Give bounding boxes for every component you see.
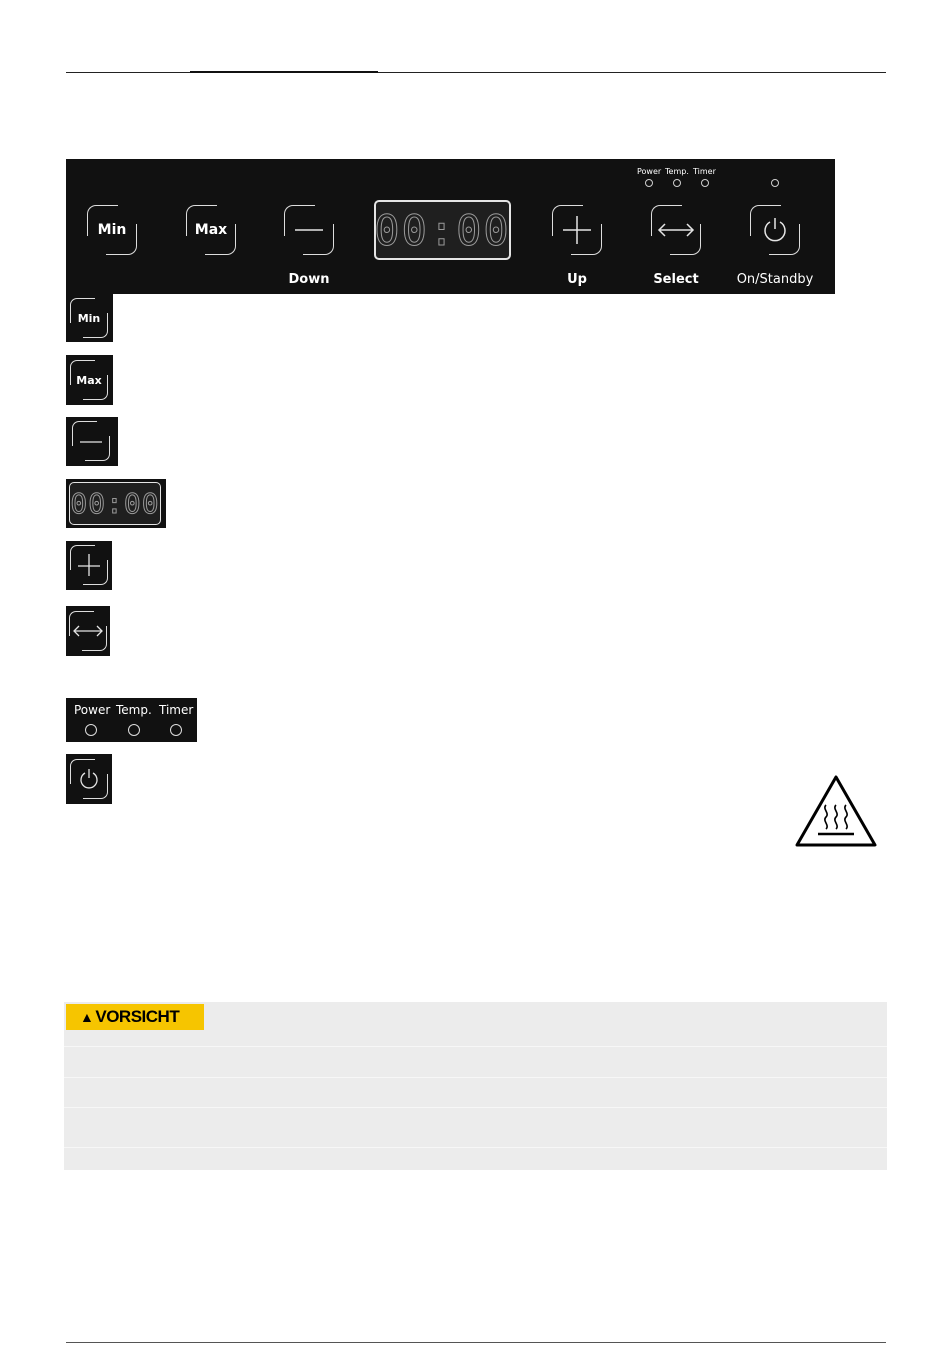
time-display-value: 00:00 — [374, 205, 511, 255]
up-label: Up — [567, 272, 587, 287]
legend-up — [66, 541, 112, 590]
minus-icon — [294, 215, 324, 245]
up-button[interactable] — [552, 205, 602, 255]
legend-max-label: Max — [76, 373, 102, 387]
caution-block — [64, 1002, 887, 1170]
legend-indicators — [66, 698, 197, 742]
select-button[interactable] — [651, 205, 701, 255]
footer-rule — [66, 1342, 886, 1343]
legend-standby-button — [70, 759, 108, 799]
indicator-temp-led — [673, 179, 681, 187]
standby-label: On/Standby — [736, 272, 814, 287]
control-panel — [66, 159, 835, 294]
header-rule-accent — [190, 71, 378, 73]
plus-icon — [562, 215, 592, 245]
indicator-temp-label: Temp. — [665, 167, 689, 176]
legend-indicator-temp-led — [128, 724, 140, 736]
indicator-timer-label: Timer — [693, 167, 716, 176]
standby-button[interactable] — [750, 205, 800, 255]
legend-min-label: Min — [77, 311, 101, 325]
legend-select-button — [69, 611, 107, 651]
legend-display — [66, 479, 166, 528]
legend-min — [66, 294, 113, 342]
hot-surface-warning-icon — [794, 774, 878, 848]
down-button[interactable] — [284, 205, 334, 255]
header-rule — [66, 72, 886, 73]
legend-up-button — [70, 545, 108, 585]
caution-divider — [64, 1077, 887, 1078]
min-button-label: Min — [97, 222, 127, 238]
legend-max-button — [70, 360, 108, 400]
plus-icon — [77, 553, 101, 577]
double-arrow-icon — [656, 220, 696, 240]
legend-time-display-value: 00:00 — [70, 487, 160, 520]
legend-down-button — [72, 421, 110, 461]
caution-label: VORSICHT — [95, 1007, 180, 1026]
legend-time-display — [69, 482, 161, 525]
legend-indicator-timer-led — [170, 724, 182, 736]
indicator-power-led — [645, 179, 653, 187]
indicator-power-label: Power — [637, 167, 662, 176]
caution-divider — [64, 1147, 887, 1148]
legend-indicator-timer-label: Timer — [159, 703, 194, 717]
caution-divider — [64, 1046, 887, 1047]
legend-indicator-power-led — [85, 724, 97, 736]
legend-indicator-temp-label: Temp. — [116, 703, 152, 717]
down-label: Down — [288, 272, 330, 287]
minus-icon — [79, 429, 103, 453]
caution-badge — [66, 1004, 204, 1030]
indicator-timer-led — [701, 179, 709, 187]
power-icon — [78, 768, 100, 790]
caution-divider — [64, 1107, 887, 1108]
double-arrow-icon — [72, 623, 104, 639]
legend-max — [66, 355, 113, 405]
min-button[interactable] — [87, 205, 137, 255]
warning-triangle-icon: ▲ — [80, 1009, 94, 1025]
standby-led — [771, 179, 779, 187]
legend-down — [66, 417, 118, 466]
max-button-label: Max — [194, 222, 228, 238]
power-icon — [761, 216, 789, 244]
legend-standby — [66, 754, 112, 804]
legend-select — [66, 606, 110, 656]
select-label: Select — [653, 272, 699, 287]
legend-min-button — [70, 298, 108, 338]
max-button[interactable] — [186, 205, 236, 255]
legend-indicator-power-label: Power — [74, 703, 111, 717]
time-display — [374, 200, 511, 260]
